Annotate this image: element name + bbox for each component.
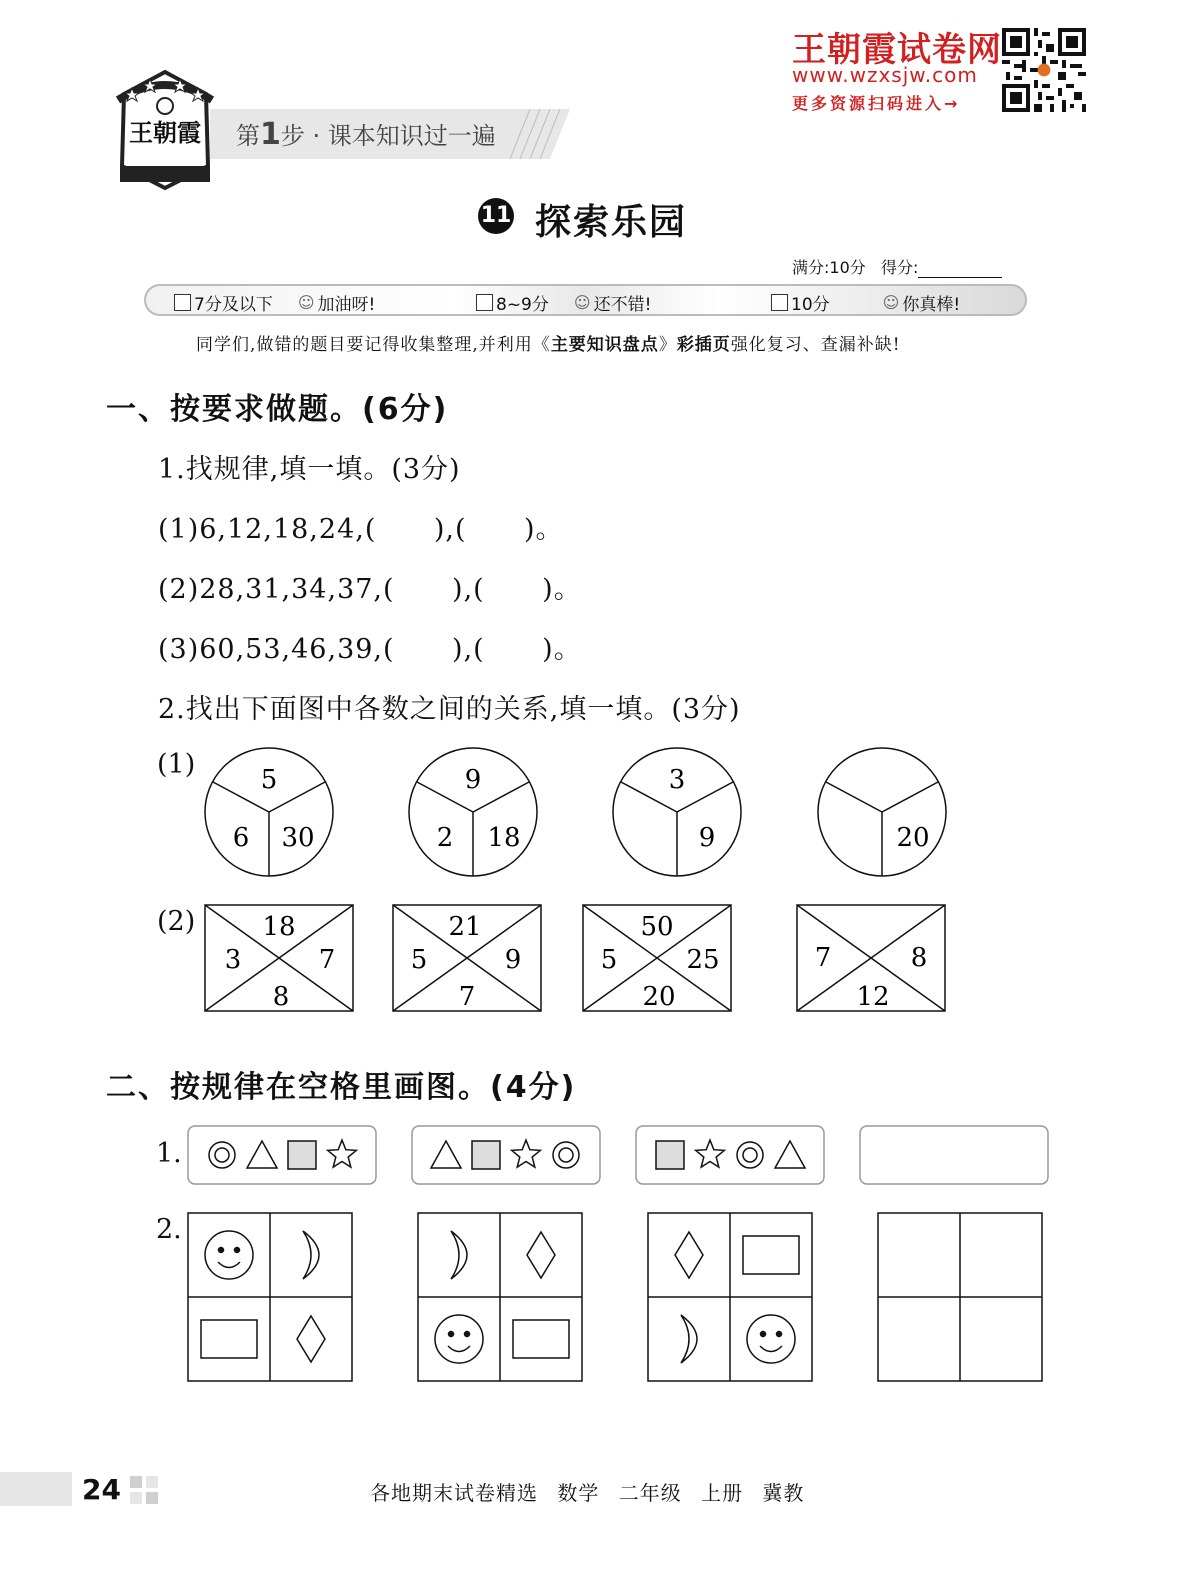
circle-top-value: 9: [464, 765, 482, 795]
rect-bottom-value: 8: [272, 982, 290, 1012]
score-label: 得分:: [881, 258, 919, 277]
square-icon: [288, 1141, 316, 1169]
rect-diagrams: [200, 900, 960, 1016]
sub-label-rects: (2): [157, 906, 196, 937]
rect-left-value: 5: [600, 945, 618, 975]
circle-diagram: [205, 748, 333, 876]
rect-diagram: [583, 905, 731, 1012]
rectangle-icon: [201, 1320, 257, 1358]
qr-code-icon[interactable]: [1002, 28, 1086, 112]
grade-high-checkbox[interactable]: [771, 294, 788, 311]
smiley-icon: [205, 1231, 253, 1279]
section-1-title: 一、按要求做题。(6分): [106, 392, 449, 427]
pattern-grids: [186, 1210, 1056, 1386]
sequence-1[interactable]: (1)6,12,18,24,( ),( )。: [158, 514, 564, 545]
question-1-1: 1.找规律,填一填。(3分): [158, 454, 461, 485]
study-tip: 同学们,做错的题目要记得收集整理,并利用《主要知识盘点》彩插页强化复习、查漏补缺!: [196, 335, 901, 355]
step-label: 第1步 · 课本知识过一遍: [236, 117, 496, 152]
smile-icon: ☺: [573, 293, 591, 312]
rect-left-value: 5: [410, 945, 428, 975]
rect-right-value: 8: [910, 943, 928, 973]
grade-high-range: 10分: [791, 295, 830, 315]
shape-row-box[interactable]: [860, 1126, 1048, 1184]
smile-icon: ☺: [882, 293, 900, 312]
smile-icon: ☺: [297, 293, 315, 312]
full-score: 满分:10分: [792, 258, 866, 277]
circle-right-value: 20: [896, 823, 930, 853]
diamond-icon: [527, 1232, 555, 1278]
pattern-grid: [648, 1213, 812, 1381]
grade-mid-range: 8~9分: [496, 295, 549, 315]
brand-url[interactable]: www.wzxsjw.com: [792, 63, 978, 87]
brand-title: 王朝霞试卷网: [792, 30, 1002, 70]
question-2-1-label: 1.: [156, 1138, 182, 1169]
rect-diagram: [797, 905, 945, 1012]
grade-low-checkbox[interactable]: [174, 294, 191, 311]
circle-top-value: 5: [260, 765, 278, 795]
unit-number-badge: 11: [478, 198, 514, 234]
grade-low-comment: 加油呀!: [317, 295, 376, 315]
brand-cta: 更多资源扫码进入→: [792, 94, 961, 113]
grade-bar: [144, 284, 1027, 316]
grade-mid: [476, 290, 651, 315]
grade-mid-comment: 还不错!: [593, 295, 652, 315]
brand-logo-icon: [104, 66, 226, 196]
rect-left-value: 3: [224, 945, 242, 975]
rectangle-icon: [743, 1236, 799, 1274]
grade-low-range: 7分及以下: [194, 295, 273, 315]
circle-diagram: [613, 748, 741, 876]
smiley-icon: [435, 1315, 483, 1363]
circle-diagram: [818, 748, 946, 876]
rect-bottom-value: 12: [856, 982, 890, 1012]
shape-row-box: [188, 1126, 376, 1184]
shape-rows: [186, 1124, 1056, 1188]
footer-bar: [0, 1472, 72, 1506]
circle-diagram: [409, 748, 537, 876]
diamond-icon: [675, 1232, 703, 1278]
rect-right-value: 9: [504, 945, 522, 975]
section-2-title: 二、按规律在空格里画图。(4分): [106, 1070, 577, 1105]
question-1-2: 2.找出下面图中各数之间的关系,填一填。(3分): [158, 694, 741, 725]
question-2-2-label: 2.: [156, 1214, 182, 1245]
circle-right-value: 18: [487, 823, 521, 853]
moon-icon: [303, 1231, 319, 1279]
sequence-3[interactable]: (3)60,53,46,39,( ),( )。: [158, 634, 582, 665]
page-number: 24: [82, 1473, 121, 1506]
grade-high-comment: 你真棒!: [902, 295, 961, 315]
grade-low: [174, 290, 375, 315]
circle-left-value: 6: [232, 823, 250, 853]
pattern-grid: [418, 1213, 582, 1381]
rect-left-value: 7: [814, 943, 832, 973]
footer-text: 各地期末试卷精选 数学 二年级 上册 冀教: [370, 1481, 805, 1505]
rectangle-icon: [513, 1320, 569, 1358]
circle-right-value: 9: [698, 823, 716, 853]
smiley-icon: [747, 1315, 795, 1363]
shape-row-box: [412, 1126, 600, 1184]
shape-row-box: [636, 1126, 824, 1184]
sequence-2[interactable]: (2)28,31,34,37,( ),( )。: [158, 574, 582, 605]
logo-text: 王朝霞: [129, 118, 201, 147]
score-blank[interactable]: [918, 261, 1002, 278]
moon-icon: [451, 1231, 467, 1279]
circle-top-value: 3: [668, 765, 686, 795]
rect-top-value: 21: [448, 912, 482, 942]
rect-diagram: [205, 905, 353, 1012]
diamond-icon: [297, 1316, 325, 1362]
grade-high: [771, 290, 960, 315]
rect-right-value: 25: [686, 945, 720, 975]
square-icon: [656, 1141, 684, 1169]
circle-right-value: 30: [281, 823, 315, 853]
rect-diagram: [393, 905, 541, 1012]
moon-icon: [681, 1315, 697, 1363]
rect-top-value: 18: [262, 912, 296, 942]
square-icon: [472, 1141, 500, 1169]
rect-top-value: 50: [640, 912, 674, 942]
pattern-grid[interactable]: [878, 1213, 1042, 1381]
rect-right-value: 7: [318, 945, 336, 975]
score-line: [792, 255, 1002, 278]
unit-title: 探索乐园: [535, 202, 688, 243]
grade-mid-checkbox[interactable]: [476, 294, 493, 311]
pattern-grid: [188, 1213, 352, 1381]
circle-left-value: 2: [436, 823, 454, 853]
rect-bottom-value: 20: [642, 982, 676, 1012]
sub-label-circles: (1): [157, 749, 196, 780]
circle-diagrams: [200, 744, 960, 880]
rect-bottom-value: 7: [458, 982, 476, 1012]
footer-decoration: [130, 1476, 158, 1504]
